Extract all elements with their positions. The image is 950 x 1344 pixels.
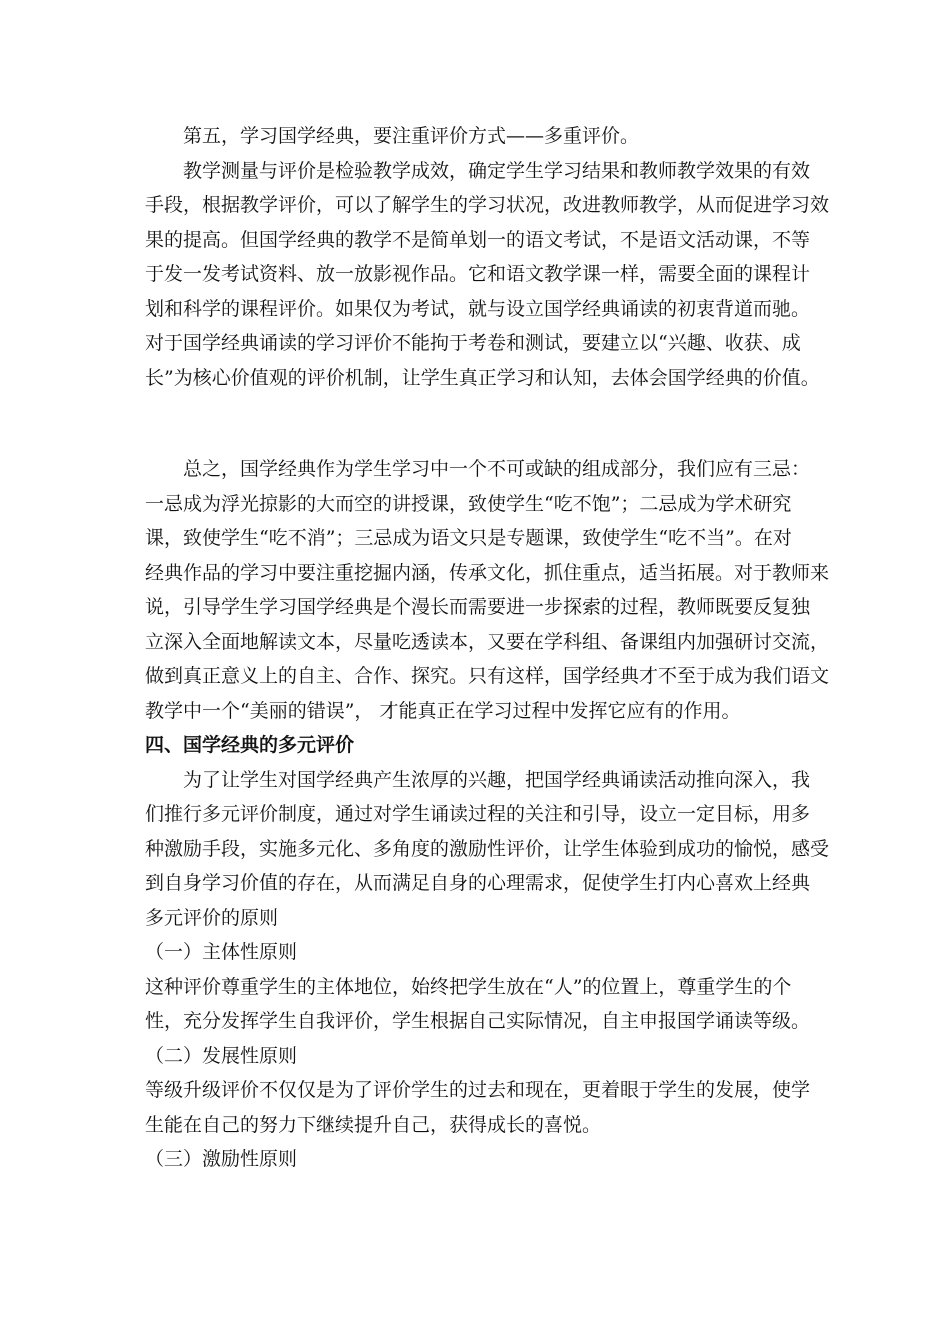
paragraph-line: 到自身学习价值的存在，从而满足自身的心理需求，促使学生打内心喜欢上经典	[145, 872, 811, 894]
paragraph-line: 教学中一个“美丽的错误”， 才能真正在学习过程中发挥它应有的作用。	[145, 699, 741, 722]
paragraph-line: 这种评价尊重学生的主体地位，始终把学生放在“人”的位置上，尊重学生的个	[145, 975, 792, 998]
paragraph-line: 一忌成为浮光掠影的大而空的讲授课，致使学生“吃不饱”；二忌成为学术研究	[145, 492, 792, 515]
paragraph-line: 长”为核心价值观的评价机制，让学生真正学习和认知，去体会国学经典的价值。	[145, 366, 820, 389]
paragraph-line: 为了让学生对国学经典产生浓厚的兴趣，把国学经典诵读活动推向深入，我	[183, 768, 811, 791]
paragraph-line: 总之，国学经典作为学生学习中一个不可或缺的组成部分，我们应有三忌：	[183, 458, 811, 480]
section-5-title: 第五，学习国学经典，要注重评价方式——多重评价。	[183, 125, 640, 147]
summary-block	[145, 452, 830, 728]
paragraph-line: 性，充分发挥学生自我评价，学生根据自己实际情况，自主申报国学诵读等级。	[145, 1010, 811, 1032]
principles-title: 多元评价的原则	[145, 906, 279, 929]
principle-2-title: （二）发展性原则	[145, 1044, 298, 1067]
paragraph-line: 生能在自己的努力下继续提升自己，获得成长的喜悦。	[145, 1113, 602, 1136]
paragraph-line: 课，致使学生“吃不消”；三忌成为语文只是专题课，致使学生“吃不当”。在对	[145, 527, 792, 549]
principle-1-title: （一）主体性原则	[145, 941, 298, 963]
paragraph-line: 立深入全面地解读文本，尽量吃透读本，又要在学科组、备课组内加强研讨交流，	[145, 630, 830, 653]
paragraph-line: 划和科学的课程评价。如果仅为考试，就与设立国学经典诵读的初衷背道而驰。	[145, 297, 811, 320]
paragraph-line: 们推行多元评价制度，通过对学生诵读过程的关注和引导，设立一定目标，用多	[145, 803, 811, 825]
section-4-block	[145, 728, 830, 1177]
paragraph-line: 种激励手段，实施多元化、多角度的激励性评价，让学生体验到成功的愉悦，感受	[145, 837, 830, 860]
paragraph-line: 手段，根据教学评价，可以了解学生的学习状况，改进教师教学，从而促进学习效	[145, 194, 830, 216]
paragraph-line: 果的提高。但国学经典的教学不是简单划一的语文考试，不是语文活动课，不等	[145, 228, 811, 251]
paragraph-line: 教学测量与评价是检验教学成效，确定学生学习结果和教师教学效果的有效	[183, 159, 811, 182]
paragraph-line: 于发一发考试资料、放一放影视作品。它和语文教学课一样，需要全面的课程计	[145, 263, 811, 285]
paragraph-line: 说，引导学生学习国学经典是个漫长而需要进一步探索的过程，教师既要反复独	[145, 596, 811, 618]
paragraph-line: 等级升级评价不仅仅是为了评价学生的过去和现在，更着眼于学生的发展，使学	[145, 1079, 811, 1101]
paragraph-line: 经典作品的学习中要注重挖掘内涵，传承文化，抓住重点，适当拓展。对于教师来	[145, 561, 830, 584]
principle-3-title: （三）激励性原则	[145, 1148, 298, 1170]
paragraph-line: 对于国学经典诵读的学习评价不能拘于考卷和测试，要建立以“兴趣、收获、成	[145, 332, 801, 354]
paragraph-line: 做到真正意义上的自主、合作、探究。只有这样，国学经典才不至于成为我们语文	[145, 665, 830, 687]
section-4-heading: 四、国学经典的多元评价	[145, 734, 355, 756]
section-5-block	[145, 119, 830, 395]
